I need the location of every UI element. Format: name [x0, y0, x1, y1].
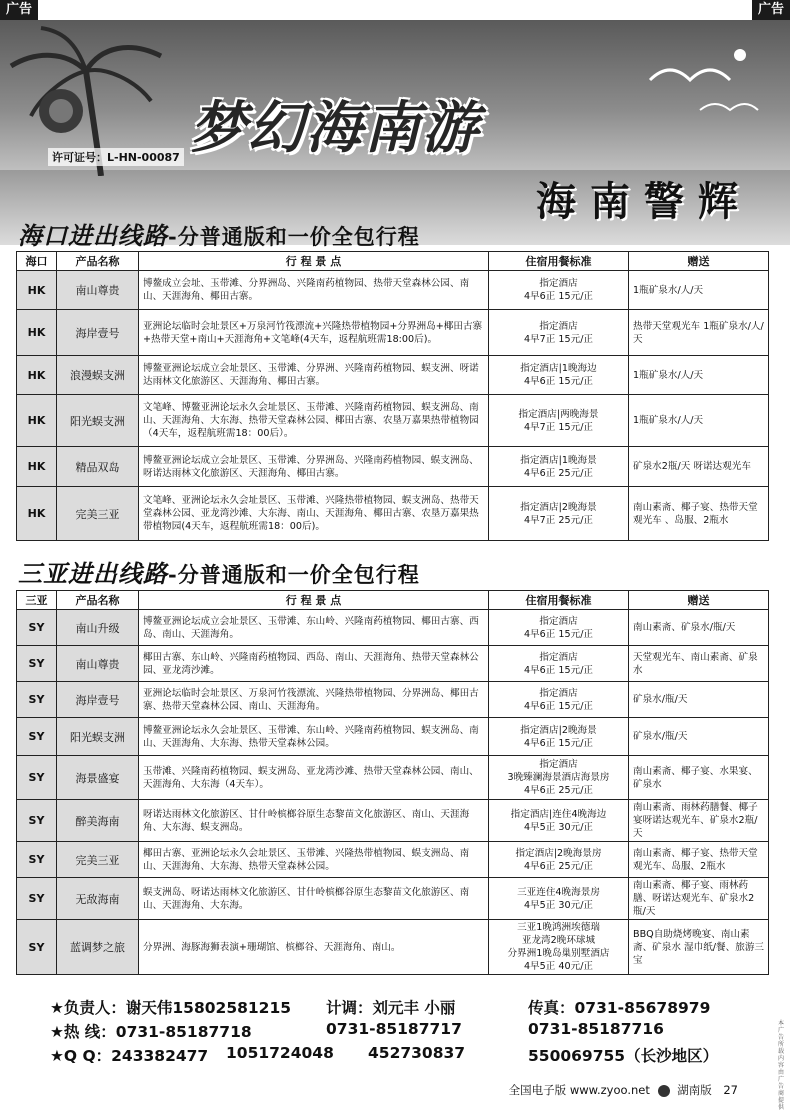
column-header: 行 程 景 点	[139, 591, 489, 610]
table-row	[17, 756, 769, 800]
cell-name: 海岸壹号	[57, 310, 139, 356]
qq-4: 550069755（长沙地区）	[528, 1047, 719, 1065]
side-note: 本广告所载内容由广告商提供	[778, 1020, 785, 1111]
cell-name: 南山升级	[57, 610, 139, 646]
column-header: 住宿用餐标准	[489, 252, 629, 271]
license-number: 许可证号：L-HN-00087	[48, 148, 184, 166]
hotline-2: 0731-85187717	[326, 1020, 462, 1038]
cell-gift: 热带天堂观光车 1瓶矿泉水/人/天	[629, 310, 769, 356]
cell-gift: 矿泉水/瓶/天	[629, 682, 769, 718]
cell-code: SY	[17, 920, 57, 975]
cell-gift: 南山素斋、雨林药膳餐、椰子宴呀诺达观光车、矿泉水2瓶/天	[629, 800, 769, 842]
table-row	[17, 487, 769, 541]
table-row	[17, 646, 769, 682]
table-row	[17, 878, 769, 920]
cell-gift: 南山素斋、椰子宴、雨林药膳、呀诺达观光车、矿泉水2瓶/天	[629, 878, 769, 920]
cell-route: 文笔峰、亚洲论坛永久会址景区、玉带滩、兴隆热带植物园、蜈支洲岛、热带天堂森林公园、亚龙湾沙滩、大东海、南山、天涯海角、椰田古寨、农垦万嘉果热带植物园(4天车，返程航班需18：00后)。	[139, 487, 489, 541]
cell-code: SY	[17, 800, 57, 842]
haikou-section-title	[18, 216, 420, 250]
cell-route: 分界洲、海豚海狮表演+珊瑚馆、槟榔谷、天涯海角、南山。	[139, 920, 489, 975]
table-row	[17, 610, 769, 646]
cell-route: 博鳌亚洲论坛永久会址景区、玉带滩、东山岭、兴隆南药植物园、蜈支洲岛、南山、天涯海角、大东海、热带天堂森林公园。	[139, 718, 489, 756]
fax: 传真：0731-85678979	[528, 999, 711, 1017]
cell-route: 文笔峰、博鳌亚洲论坛永久会址景区、玉带滩、兴隆南药植物园、蜈支洲岛、南山、天涯海角、大东海、热带天堂森林公园、椰田古寨、农垦万嘉果热带植物园（4天车，返程航班需18：00后）。	[139, 395, 489, 447]
qq-1: ★Q Q：243382477	[50, 1047, 209, 1065]
cell-hotel: 指定酒店|2晚海景 4早6正 15元/正	[489, 718, 629, 756]
cell-code: HK	[17, 447, 57, 487]
brand-name: 海南警辉	[536, 178, 752, 225]
cell-name: 完美三亚	[57, 487, 139, 541]
qq-2: 1051724048	[226, 1044, 334, 1062]
page-number: 27	[723, 1083, 738, 1097]
cell-name: 蓝调梦之旅	[57, 920, 139, 975]
cell-hotel: 指定酒店|1晚海景 4早6正 25元/正	[489, 447, 629, 487]
table-row	[17, 682, 769, 718]
cell-gift: BBQ自助烧烤晚宴、南山素斋、矿泉水 湿巾纸/餐、旅游三宝	[629, 920, 769, 975]
cell-name: 浪漫蜈支洲	[57, 356, 139, 395]
cell-route: 博鳌亚洲论坛成立会址景区、玉带滩、分界洲、兴隆南药植物园、蜈支洲、呀诺达雨林文化旅游区、天涯海角、椰田古寨。	[139, 356, 489, 395]
cell-route: 博鳌亚洲论坛成立会址景区、玉带滩、东山岭、兴隆南药植物园、椰田古寨、西岛、南山、天涯海角。	[139, 610, 489, 646]
cell-route: 蜈支洲岛、呀诺达雨林文化旅游区、甘什岭槟榔谷原生态黎苗文化旅游区、南山、天涯海角、大东海。	[139, 878, 489, 920]
table-row	[17, 920, 769, 975]
table-row	[17, 447, 769, 487]
cell-route: 呀诺达雨林文化旅游区、甘什岭槟榔谷原生态黎苗文化旅游区、南山、天涯海角、大东海、蜈支洲岛。	[139, 800, 489, 842]
ad-label-right: 广告	[752, 0, 790, 20]
cell-code: SY	[17, 842, 57, 878]
sanya-subtitle: -分普通版和一价全包行程	[168, 562, 420, 587]
column-header: 海口	[17, 252, 57, 271]
cell-route: 博鳌成立会址、玉带滩、分界洲岛、兴隆南药植物园、热带天堂森林公园、南山、天涯海角、椰田古寨。	[139, 271, 489, 310]
cell-route: 椰田古寨、东山岭、兴隆南药植物园、西岛、南山、天涯海角、热带天堂森林公园、亚龙湾沙滩。	[139, 646, 489, 682]
cell-hotel: 指定酒店 4早6正 15元/正	[489, 610, 629, 646]
cell-gift: 南山素斋、矿泉水/瓶/天	[629, 610, 769, 646]
cell-route: 玉带滩、兴隆南药植物园、蜈支洲岛、亚龙湾沙滩、热带天堂森林公园、南山、天涯海角、大东海（4天车）。	[139, 756, 489, 800]
cell-hotel: 指定酒店|两晚海景 4早7正 15元/正	[489, 395, 629, 447]
cell-route: 椰田古寨、亚洲论坛永久会址景区、玉带滩、兴隆热带植物园、蜈支洲岛、南山、天涯海角、大东海、热带天堂森林公园。	[139, 842, 489, 878]
cell-code: SY	[17, 646, 57, 682]
column-header: 赠送	[629, 591, 769, 610]
column-header: 产品名称	[57, 591, 139, 610]
table-row	[17, 310, 769, 356]
cell-name: 完美三亚	[57, 842, 139, 878]
column-header: 产品名称	[57, 252, 139, 271]
cell-route: 亚洲论坛临时会址景区+万泉河竹筏漂流+兴隆热带植物园+分界洲岛+椰田古寨+热带天堂+南山+天涯海角+文笔峰(4天车，返程航班需18:00后)。	[139, 310, 489, 356]
cell-hotel: 指定酒店 4早6正 15元/正	[489, 682, 629, 718]
table-row	[17, 271, 769, 310]
cell-code: SY	[17, 718, 57, 756]
cell-hotel: 指定酒店 4早6正 15元/正	[489, 646, 629, 682]
cell-code: HK	[17, 395, 57, 447]
cell-gift: 1瓶矿泉水/人/天	[629, 356, 769, 395]
haikou-subtitle: -分普通版和一价全包行程	[168, 224, 420, 249]
cell-hotel: 指定酒店 4早7正 15元/正	[489, 310, 629, 356]
cell-hotel: 指定酒店|连住4晚海边 4早5正 30元/正	[489, 800, 629, 842]
cell-name: 南山尊贵	[57, 646, 139, 682]
cell-gift: 1瓶矿泉水/人/天	[629, 271, 769, 310]
table-header	[17, 252, 769, 271]
cell-name: 海岸壹号	[57, 682, 139, 718]
cell-name: 南山尊贵	[57, 271, 139, 310]
table-row	[17, 800, 769, 842]
table-header	[17, 591, 769, 610]
cell-code: SY	[17, 610, 57, 646]
hotline-3: 0731-85187716	[528, 1020, 664, 1038]
globe-icon	[658, 1085, 670, 1097]
cell-hotel: 指定酒店 3晚臻澜海景酒店海景房 4早6正 25元/正	[489, 756, 629, 800]
table-row	[17, 718, 769, 756]
cell-route: 博鳌亚洲论坛成立会址景区、玉带滩、分界洲岛、兴隆南药植物园、蜈支洲岛、呀诺达雨林文化旅游区、天涯海角、椰田古寨。	[139, 447, 489, 487]
cell-code: SY	[17, 682, 57, 718]
ad-label-left: 广告	[0, 0, 38, 20]
haikou-title: 海口进出线路	[18, 221, 168, 250]
manager: ★负责人：谢天伟15802581215	[50, 999, 292, 1017]
sanya-section-title	[18, 554, 420, 588]
edition: 全国电子版 www.zyoo.net	[508, 1083, 650, 1097]
column-header: 赠送	[629, 252, 769, 271]
table-row	[17, 395, 769, 447]
main-title: 梦幻海南游	[190, 95, 480, 161]
cell-name: 阳光蜈支洲	[57, 395, 139, 447]
planner: 计调：刘元丰 小丽	[326, 999, 456, 1017]
cell-gift: 矿泉水/瓶/天	[629, 718, 769, 756]
column-header: 住宿用餐标准	[489, 591, 629, 610]
cell-route: 亚洲论坛临时会址景区、万泉河竹筏漂流、兴隆热带植物园、分界洲岛、椰田古寨、热带天堂森林公园、南山、天涯海角。	[139, 682, 489, 718]
cell-hotel: 指定酒店|2晚海景房 4早6正 25元/正	[489, 842, 629, 878]
table-row	[17, 842, 769, 878]
cell-gift: 天堂观光车、南山素斋、矿泉水	[629, 646, 769, 682]
page-footer	[509, 1082, 738, 1098]
cell-hotel: 指定酒店|1晚海边 4早6正 15元/正	[489, 356, 629, 395]
cell-hotel: 指定酒店|2晚海景 4早7正 25元/正	[489, 487, 629, 541]
cell-code: HK	[17, 356, 57, 395]
sanya-title: 三亚进出线路	[18, 559, 168, 588]
cell-name: 海景盛宴	[57, 756, 139, 800]
cell-hotel: 三亚连住4晚海景房 4早5正 30元/正	[489, 878, 629, 920]
banner	[0, 20, 790, 245]
qq-3: 452730837	[368, 1044, 466, 1062]
hotline-1: ★热 线：0731-85187718	[50, 1023, 252, 1041]
seabird-icon	[640, 40, 760, 140]
cell-gift: 1瓶矿泉水/人/天	[629, 395, 769, 447]
cell-gift: 矿泉水2瓶/天 呀诺达观光车	[629, 447, 769, 487]
cell-name: 精品双岛	[57, 447, 139, 487]
cell-gift: 南山素斋、椰子宴、热带天堂观光车 、岛服、2瓶水	[629, 487, 769, 541]
cell-gift: 南山素斋、椰子宴、水果宴、矿泉水	[629, 756, 769, 800]
cell-name: 阳光蜈支洲	[57, 718, 139, 756]
cell-code: HK	[17, 271, 57, 310]
column-header: 行 程 景 点	[139, 252, 489, 271]
cell-name: 醉美海南	[57, 800, 139, 842]
cell-gift: 南山素斋、椰子宴、热带天堂观光车、岛服、2瓶水	[629, 842, 769, 878]
cell-hotel: 指定酒店 4早6正 15元/正	[489, 271, 629, 310]
cell-name: 无敌海南	[57, 878, 139, 920]
cell-code: SY	[17, 756, 57, 800]
cell-code: HK	[17, 487, 57, 541]
column-header: 三亚	[17, 591, 57, 610]
cell-hotel: 三亚1晚鸿洲埃德瑞 亚龙湾2晚环球城 分界洲1晚岛巢别墅酒店 4早5正 40元/正	[489, 920, 629, 975]
table-row	[17, 356, 769, 395]
cell-code: SY	[17, 878, 57, 920]
haikou-route-table	[16, 251, 769, 541]
sanya-route-table	[16, 590, 769, 975]
cell-code: HK	[17, 310, 57, 356]
region: 湖南版	[677, 1083, 712, 1097]
